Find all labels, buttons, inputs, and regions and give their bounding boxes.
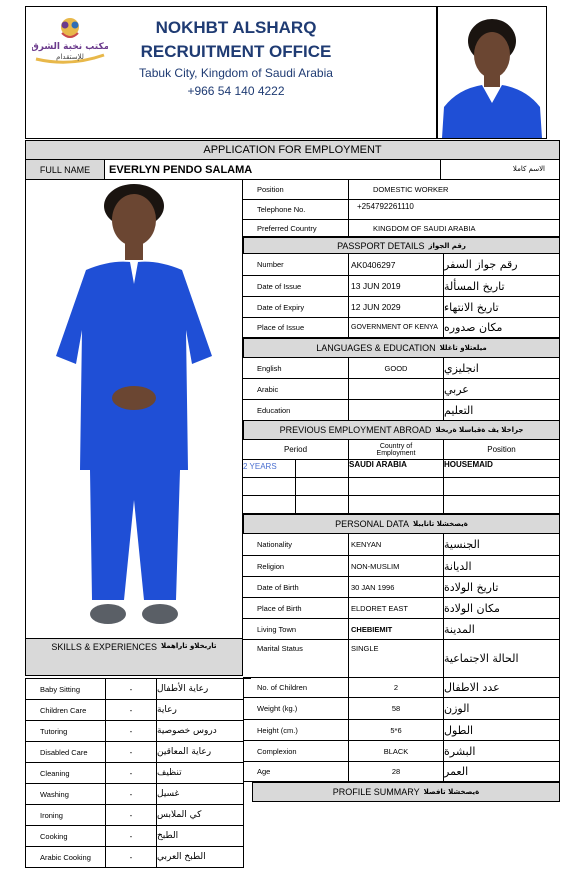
col-position: Position — [444, 440, 560, 460]
employment-title: PREVIOUS EMPLOYMENT ABROAD — [279, 425, 432, 435]
skill-label-ar: الطبخ — [157, 826, 244, 847]
skill-label: Washing — [26, 784, 106, 805]
skill-label: Cleaning — [26, 763, 106, 784]
personal-value: 2 — [349, 678, 444, 698]
emp-blank-7 — [349, 496, 444, 514]
passport-value: 12 JUN 2029 — [349, 297, 444, 318]
country-label: Preferred Country — [243, 220, 349, 237]
skill-label-ar: دروس خصوصية — [157, 721, 244, 742]
language-label-ar: عربي — [444, 379, 560, 400]
personal-value: CHEBIEMIT — [349, 619, 444, 640]
languages-title: LANGUAGES & EDUCATION — [316, 343, 436, 353]
passport-label: Date of Expiry — [243, 297, 349, 318]
passport-label: Number — [243, 254, 349, 276]
passport-label: Date of Issue — [243, 276, 349, 297]
skill-label: Children Care — [26, 700, 106, 721]
skill-label: Ironing — [26, 805, 106, 826]
language-value: GOOD — [349, 358, 444, 379]
personal-label-ar: العمر — [444, 762, 560, 782]
country-value: KINGDOM OF SAUDI ARABIA — [349, 220, 560, 237]
full-name-value: EVERLYN PENDO SALAMA — [105, 160, 440, 180]
full-name-label: FULL NAME — [25, 160, 105, 180]
personal-value: 5*6 — [349, 720, 444, 741]
office-name: NOKHBT ALSHARQ — [155, 18, 317, 37]
passport-title-ar: رقم الجواز — [428, 241, 466, 250]
personal-label-ar: مكان الولادة — [444, 598, 560, 619]
skill-label-ar: غسيل — [157, 784, 244, 805]
skill-label: Arabic Cooking — [26, 847, 106, 868]
skill-label-ar: رعاية المعاقين — [157, 742, 244, 763]
position-value: DOMESTIC WORKER — [349, 180, 560, 200]
passport-label-ar: تاريخ الانتهاء — [444, 297, 560, 318]
personal-value: 30 JAN 1996 — [349, 577, 444, 598]
languages-header — [243, 338, 560, 358]
skill-value: - — [106, 826, 157, 847]
office-city: Tabuk City, Kingdom of Saudi Arabia — [139, 66, 333, 80]
personal-title-ar: ةيصخشلا تانايبلا — [412, 520, 468, 528]
employment-header — [243, 420, 560, 440]
emp-country: SAUDI ARABIA — [349, 460, 444, 478]
passport-label-ar: رقم جواز السفر — [444, 254, 560, 276]
passport-value: AK0406297 — [349, 254, 444, 276]
personal-label: Height (cm.) — [243, 720, 349, 741]
skill-value: - — [106, 679, 157, 700]
personal-label-ar: الحالة الاجتماعية — [444, 640, 560, 678]
emp-period-blank — [296, 460, 349, 478]
office-phone: +966 54 140 4222 — [187, 84, 285, 98]
skill-label-ar: تنظيف — [157, 763, 244, 784]
skill-label: Baby Sitting — [26, 679, 106, 700]
personal-label: Place of Birth — [243, 598, 349, 619]
personal-label: Living Town — [243, 619, 349, 640]
full-body-photo — [25, 180, 243, 638]
passport-title: PASSPORT DETAILS — [337, 240, 425, 251]
profile-header — [252, 782, 560, 802]
personal-label: No. of Children — [243, 678, 349, 698]
skills-header — [25, 638, 243, 676]
personal-label: Complexion — [243, 741, 349, 762]
skill-label-ar: الطبخ العربي — [157, 847, 244, 868]
personal-label: Religion — [243, 556, 349, 577]
skill-label: Disabled Care — [26, 742, 106, 763]
skill-label: Cooking — [26, 826, 106, 847]
language-value — [349, 379, 444, 400]
emp-position: HOUSEMAID — [444, 460, 560, 478]
portrait-photo — [437, 6, 547, 139]
personal-label: Date of Birth — [243, 577, 349, 598]
personal-label-ar: عدد الاطفال — [444, 678, 560, 698]
skill-value: - — [106, 763, 157, 784]
skill-value: - — [106, 721, 157, 742]
passport-label-ar: مكان صدوره — [444, 318, 560, 338]
skills-title-ar: تاربخلاو تاراهملا — [160, 642, 217, 650]
language-label: Education — [243, 400, 349, 421]
position-label: Position — [243, 180, 349, 200]
form-title: APPLICATION FOR EMPLOYMENT — [25, 140, 560, 160]
personal-label-ar: البشرة — [444, 741, 560, 762]
skill-value: - — [106, 742, 157, 763]
personal-label: Nationality — [243, 534, 349, 556]
language-label-ar: انجليزي — [444, 358, 560, 379]
profile-title-ar: ةيصخشلا تافصلا — [423, 788, 480, 796]
language-value — [349, 400, 444, 421]
personal-value: 58 — [349, 698, 444, 720]
passport-label: Place of Issue — [243, 318, 349, 338]
personal-value: ELDORET EAST — [349, 598, 444, 619]
telephone-value: +254792261110 — [349, 200, 560, 220]
personal-label: Marital Status — [243, 640, 349, 678]
personal-value: 28 — [349, 762, 444, 782]
personal-label-ar: الوزن — [444, 698, 560, 720]
skill-value: - — [106, 805, 157, 826]
passport-label-ar: تاريخ المسألة — [444, 276, 560, 297]
passport-header — [243, 237, 560, 254]
emp-blank-3 — [349, 478, 444, 496]
personal-title: PERSONAL DATA — [335, 519, 409, 529]
emp-blank-2 — [296, 478, 349, 496]
personal-header — [243, 514, 560, 534]
personal-label-ar: تاريخ الولادة — [444, 577, 560, 598]
personal-label: Weight (kg.) — [243, 698, 349, 720]
language-label-ar: التعليم — [444, 400, 560, 421]
skill-value: - — [106, 847, 157, 868]
personal-value: BLACK — [349, 741, 444, 762]
skill-value: - — [106, 700, 157, 721]
svg-text:مكتب نخبة الشرق: مكتب نخبة الشرق — [32, 42, 108, 52]
skills-table — [25, 678, 251, 868]
personal-value: SINGLE — [349, 640, 444, 678]
skill-value: - — [106, 784, 157, 805]
profile-title: PROFILE SUMMARY — [332, 787, 420, 797]
personal-label: Age — [243, 762, 349, 782]
skills-title: SKILLS & EXPERIENCES — [51, 642, 157, 652]
emp-blank-5 — [243, 496, 296, 514]
full-name-label-ar: الاسم كاملا — [440, 160, 560, 180]
personal-label-ar: الجنسية — [444, 534, 560, 556]
skill-label-ar: رعاية الأطفال — [157, 679, 244, 700]
emp-period: 2 YEARS — [243, 460, 296, 478]
passport-value: GOVERNMENT OF KENYA — [349, 318, 444, 338]
skill-label-ar: رعاية — [157, 700, 244, 721]
svg-text:للإستقدام: للإستقدام — [56, 53, 84, 61]
col-country: Country of Employment — [349, 440, 444, 460]
col-period: Period — [243, 440, 349, 460]
employment-title-ar: جراخلا يف ةقباسلا ةربخلا — [435, 426, 524, 434]
personal-label-ar: الطول — [444, 720, 560, 741]
language-label: Arabic — [243, 379, 349, 400]
passport-value: 13 JUN 2019 — [349, 276, 444, 297]
company-logo — [32, 15, 108, 67]
emp-blank-6 — [296, 496, 349, 514]
language-label: English — [243, 358, 349, 379]
personal-label-ar: الديانة — [444, 556, 560, 577]
office-type: RECRUITMENT OFFICE — [140, 42, 332, 61]
header — [25, 6, 437, 139]
personal-label-ar: المدينة — [444, 619, 560, 640]
skill-label: Tutoring — [26, 721, 106, 742]
application-details — [243, 180, 560, 800]
personal-value: NON-MUSLIM — [349, 556, 444, 577]
emp-blank-1 — [243, 478, 296, 496]
emp-blank-4 — [444, 478, 560, 496]
personal-value: KENYAN — [349, 534, 444, 556]
telephone-label: Telephone No. — [243, 200, 349, 220]
emp-blank-8 — [444, 496, 560, 514]
skill-label-ar: كي الملابس — [157, 805, 244, 826]
languages-title-ar: ميلعتلاو تاغللا — [439, 344, 487, 352]
